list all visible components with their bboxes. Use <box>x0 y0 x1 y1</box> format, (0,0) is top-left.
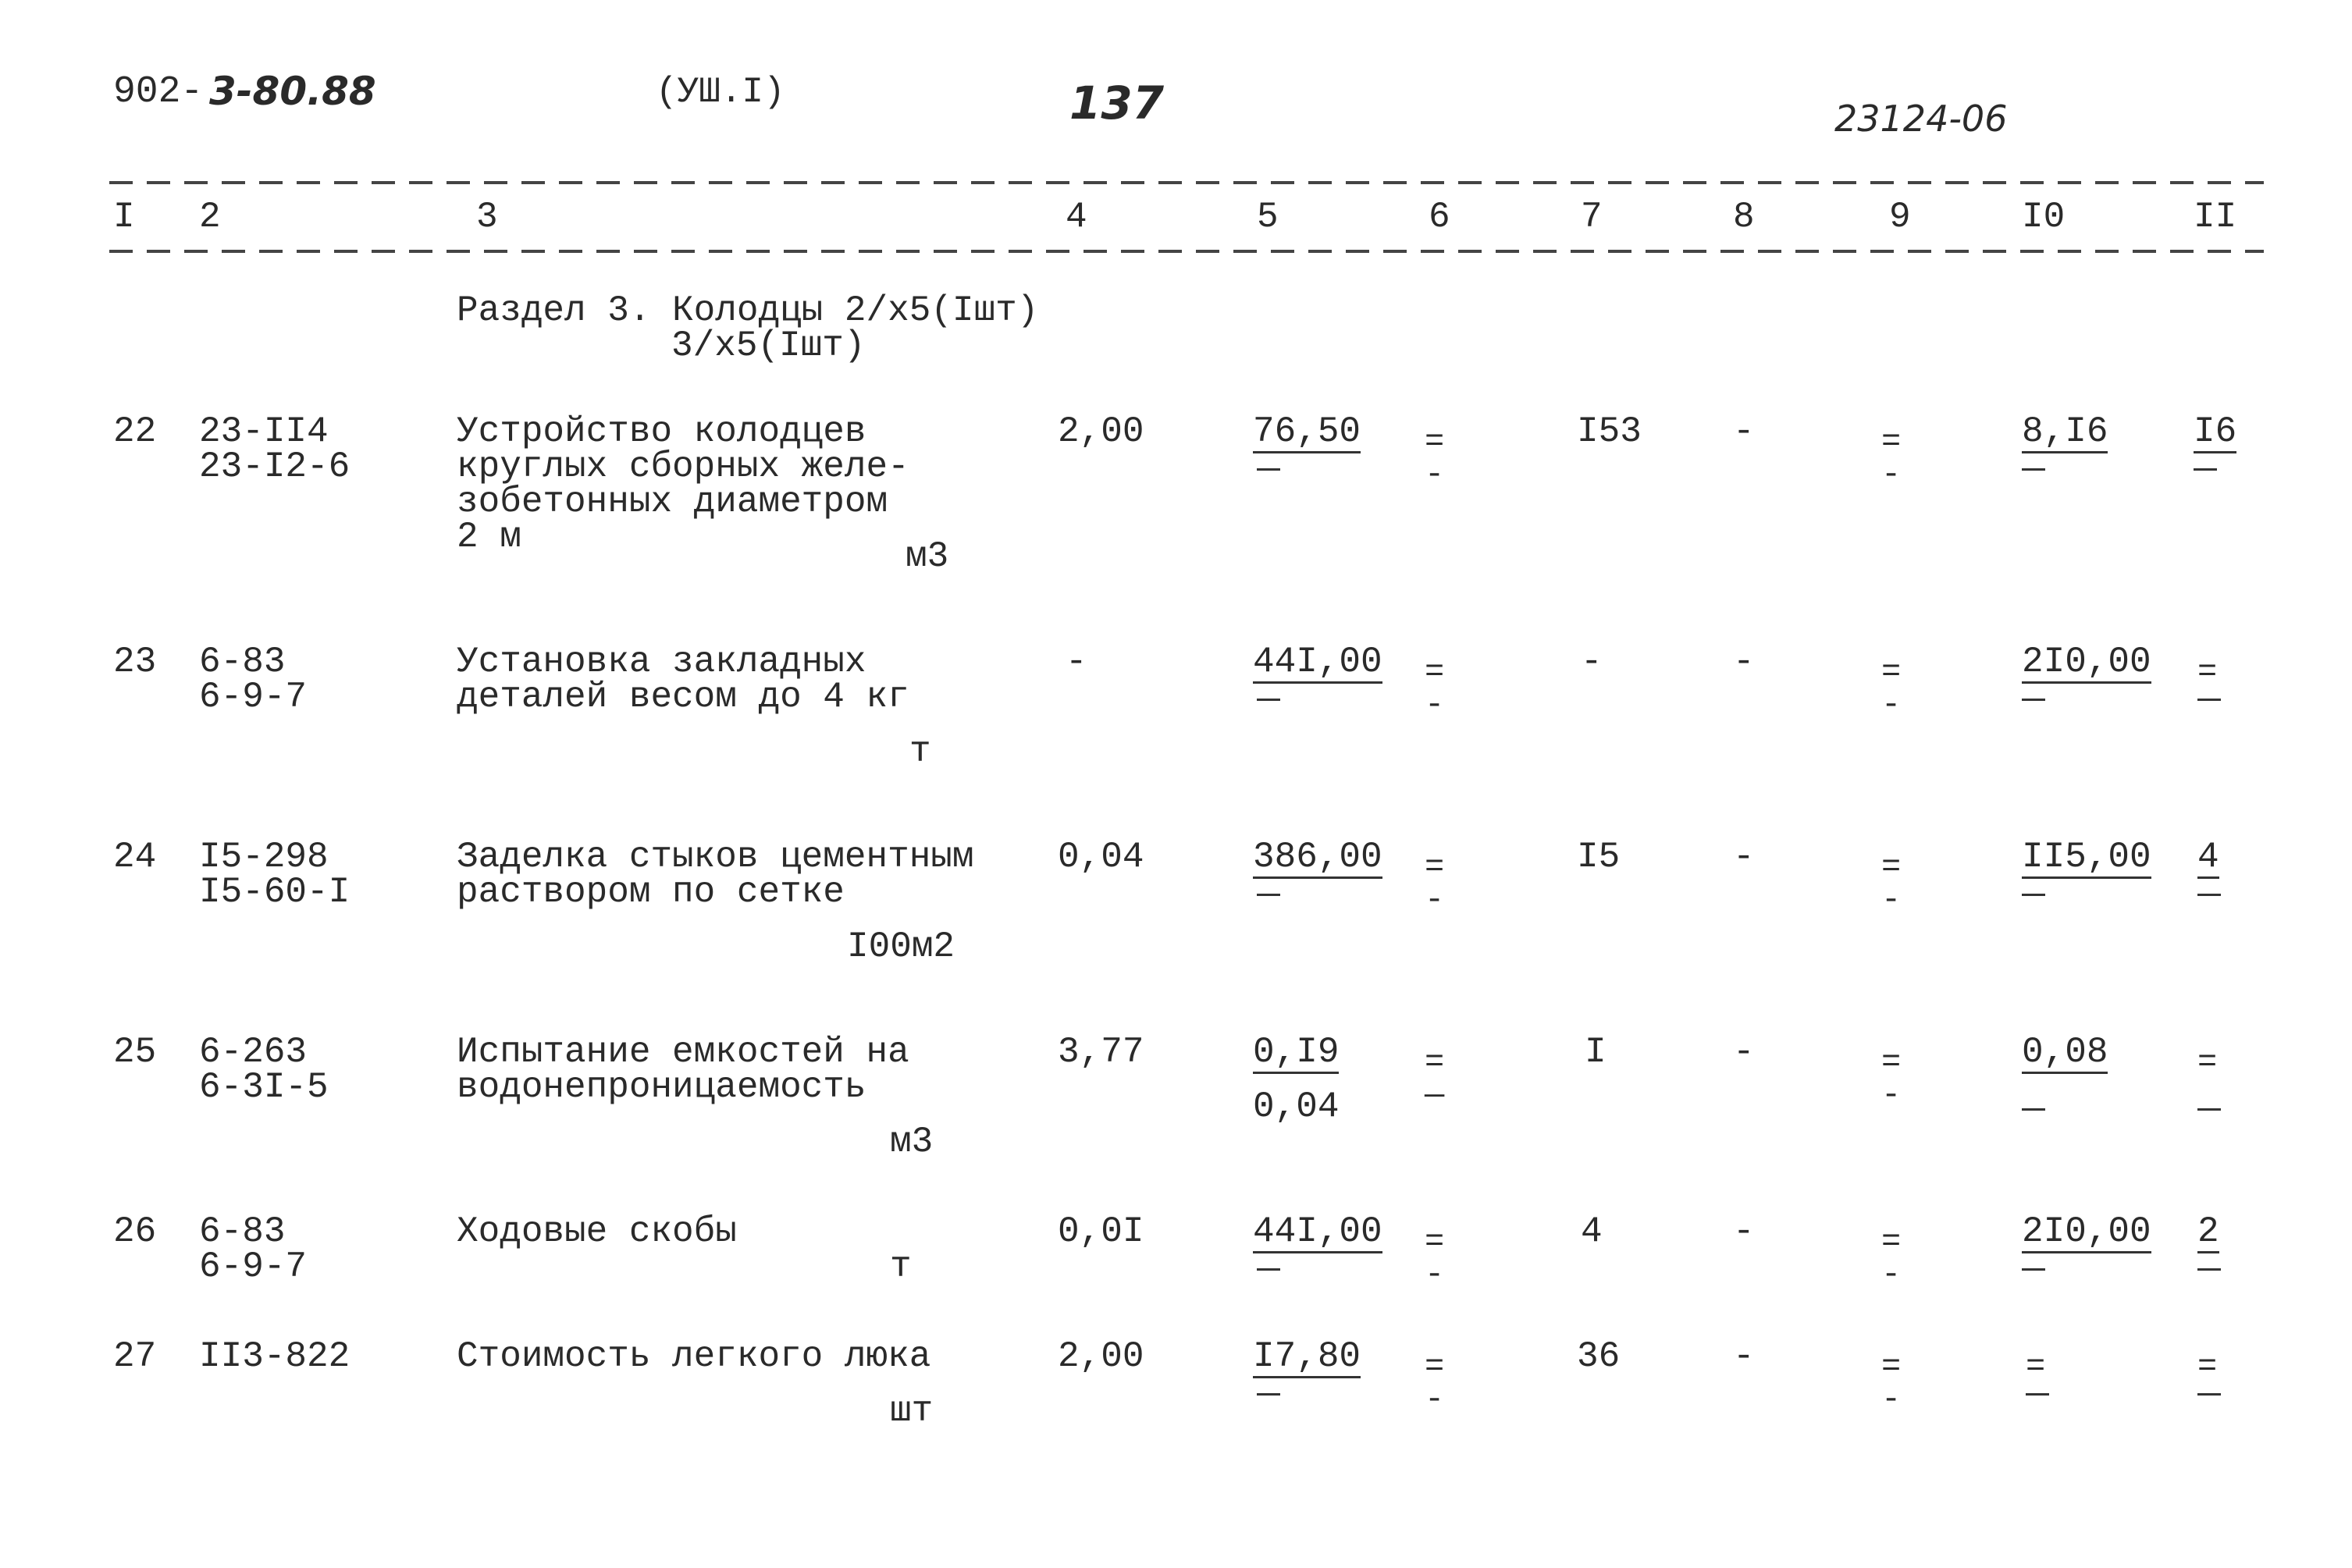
row-col11: = <box>2197 1348 2218 1385</box>
ditto-mark: = - <box>1881 653 1902 724</box>
row-unit: шт <box>890 1391 934 1431</box>
row-col11: 2 <box>2197 1211 2219 1252</box>
dash-mark <box>1257 699 1280 701</box>
row-number: 22 <box>113 411 157 452</box>
doc-number: 3-80.88 <box>209 69 376 114</box>
row-code: 6-83 <box>199 1211 286 1252</box>
dash-mark <box>2197 1393 2221 1396</box>
row-unit: т <box>909 731 931 772</box>
ditto-mark: = - <box>1881 1348 1902 1418</box>
row-unit-cost: 76,50 <box>1253 411 1361 452</box>
row-description: Устройство колодцев <box>457 411 866 452</box>
row-col10: 2I0,00 <box>2022 642 2151 682</box>
row-code: II3-822 <box>199 1336 350 1377</box>
dash-mark <box>2197 1108 2221 1111</box>
row-description: водонепроницаемость <box>457 1067 866 1108</box>
row-unit: м3 <box>890 1122 934 1162</box>
page-number: 137 <box>1069 76 1165 130</box>
ditto-mark: = - <box>1425 848 1445 919</box>
row-col11: I6 <box>2194 411 2237 452</box>
row-code: 6-83 <box>199 642 286 682</box>
dash-mark <box>2022 1268 2045 1271</box>
col-header-7: 7 <box>1581 197 1603 237</box>
ditto-mark: = — <box>1425 1044 1445 1114</box>
col-header-6: 6 <box>1429 197 1450 237</box>
row-col11: = <box>2197 653 2218 691</box>
ditto-mark: = - <box>1425 1223 1445 1293</box>
dash-mark <box>2022 468 2045 471</box>
header-rule-top <box>109 181 2264 184</box>
row-col10: = <box>2026 1348 2046 1385</box>
row-col7: 36 <box>1577 1336 1621 1377</box>
col-header-2: 2 <box>199 197 221 237</box>
dash-mark <box>2026 1393 2049 1396</box>
row-quantity: 0,04 <box>1058 837 1144 877</box>
row-col7: I53 <box>1577 411 1642 452</box>
col-header-11: II <box>2194 197 2237 237</box>
row-description: Заделка стыков цементным <box>457 837 974 877</box>
row-unit-cost: 44I,00 <box>1253 642 1382 682</box>
row-description: Стоимость легкого люка <box>457 1336 931 1377</box>
ditto-mark: = - <box>1881 1223 1902 1293</box>
row-unit: м3 <box>906 536 949 577</box>
dash-mark <box>1257 894 1280 896</box>
row-number: 26 <box>113 1211 157 1252</box>
row-col7: - <box>1581 642 1603 682</box>
col-header-4: 4 <box>1066 197 1087 237</box>
doc-code: 23124-06 <box>1834 98 2008 140</box>
row-quantity: 2,00 <box>1058 1336 1144 1377</box>
row-col10: 2I0,00 <box>2022 1211 2151 1252</box>
row-unit-cost-secondary: 0,04 <box>1253 1086 1340 1127</box>
dash-mark <box>2022 699 2045 701</box>
dash-mark <box>2197 1268 2221 1271</box>
dash-mark <box>2197 894 2221 896</box>
row-number: 25 <box>113 1032 157 1072</box>
row-code: 6-3I-5 <box>199 1067 329 1108</box>
row-unit-cost: 44I,00 <box>1253 1211 1382 1252</box>
row-quantity: 2,00 <box>1058 411 1144 452</box>
row-col7: I <box>1585 1032 1607 1072</box>
col-header-1: I <box>113 197 135 237</box>
row-unit-cost: 386,00 <box>1253 837 1382 877</box>
row-description: Ходовые скобы <box>457 1211 737 1252</box>
row-code: 6-9-7 <box>199 677 308 717</box>
row-code: I5-60-I <box>199 872 350 912</box>
row-unit: т <box>890 1246 912 1287</box>
row-col8: - <box>1733 837 1755 877</box>
row-col8: - <box>1733 1211 1755 1252</box>
row-number: 27 <box>113 1336 157 1377</box>
row-col7: I5 <box>1577 837 1621 877</box>
row-description: 2 м <box>457 517 521 557</box>
row-code: 6-9-7 <box>199 1246 308 1287</box>
row-description: деталей весом до 4 кг <box>457 677 909 717</box>
row-number: 24 <box>113 837 157 877</box>
ditto-mark: = - <box>1425 1348 1445 1418</box>
ditto-mark: = - <box>1881 423 1902 493</box>
row-code: I5-298 <box>199 837 329 877</box>
dash-mark <box>1257 468 1280 471</box>
col-header-10: I0 <box>2022 197 2066 237</box>
section-title: Раздел 3. Колодцы 2/x5(Iшт) <box>457 290 1039 331</box>
row-col8: - <box>1733 1336 1755 1377</box>
dash-mark <box>2197 699 2221 701</box>
dash-mark <box>1257 1268 1280 1271</box>
dash-mark <box>2194 468 2217 471</box>
row-col8: - <box>1733 642 1755 682</box>
doc-prefix: 902- <box>113 71 204 113</box>
row-description: круглых сборных желе- <box>457 446 909 487</box>
ditto-mark: = - <box>1881 1044 1902 1114</box>
row-col7: 4 <box>1581 1211 1603 1252</box>
row-quantity: 0,0I <box>1058 1211 1144 1252</box>
ditto-mark: = - <box>1425 423 1445 493</box>
row-col10: 8,I6 <box>2022 411 2108 452</box>
row-description: Испытание емкостей на <box>457 1032 909 1072</box>
row-unit: I00м2 <box>847 926 955 967</box>
col-header-9: 9 <box>1889 197 1911 237</box>
row-code: 23-II4 <box>199 411 329 452</box>
col-header-5: 5 <box>1257 197 1279 237</box>
dash-mark <box>2022 1108 2045 1111</box>
row-quantity: - <box>1066 642 1087 682</box>
row-number: 23 <box>113 642 157 682</box>
col-header-3: 3 <box>476 197 498 237</box>
col-header-8: 8 <box>1733 197 1755 237</box>
header-rule-bottom <box>109 250 2264 253</box>
dash-mark <box>1257 1393 1280 1396</box>
row-col10: II5,00 <box>2022 837 2151 877</box>
row-col8: - <box>1733 1032 1755 1072</box>
row-description: зобетонных диаметром <box>457 482 888 522</box>
row-col11: 4 <box>2197 837 2219 877</box>
row-quantity: 3,77 <box>1058 1032 1144 1072</box>
row-code: 23-I2-6 <box>199 446 350 487</box>
section-subtitle: 3/x5(Iшт) <box>671 325 866 366</box>
row-col8: - <box>1733 411 1755 452</box>
sheet-label: (УШ.I) <box>656 72 785 112</box>
dash-mark <box>2022 894 2045 896</box>
row-description: раствором по сетке <box>457 872 845 912</box>
row-col11: = <box>2197 1044 2218 1081</box>
row-description: Установка закладных <box>457 642 866 682</box>
ditto-mark: = - <box>1425 653 1445 724</box>
row-col10: 0,08 <box>2022 1032 2108 1072</box>
ditto-mark: = - <box>1881 848 1902 919</box>
row-code: 6-263 <box>199 1032 308 1072</box>
row-unit-cost: I7,80 <box>1253 1336 1361 1377</box>
row-unit-cost: 0,I9 <box>1253 1032 1340 1072</box>
